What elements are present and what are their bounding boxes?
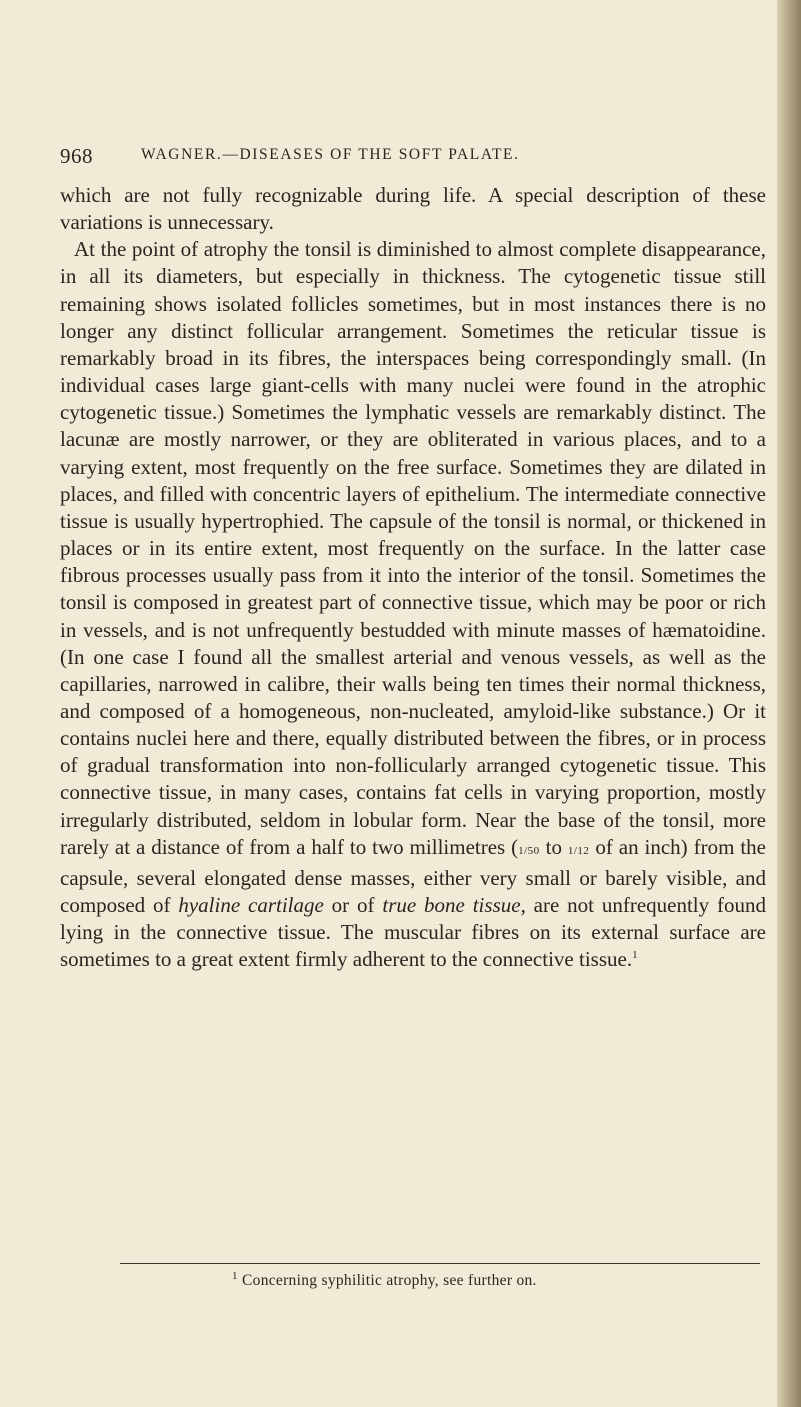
paragraph-2-text-a: At the point of atrophy the tonsil is diminished to almost complete disappearance, in all its diameters, but especially in thickness. The cytogenetic tissue still remaining shows isolated follicles sometimes, but in most instances there is no longer any distinct follicular arrangement. Sometimes the reticular tissue is remarkably broad in its fibres, the interspaces being correspondingly small. (In individual cases large giant-cells with many nuclei were found in the atrophic cytogenetic tissue.) Sometimes the lymphatic vessels are remarkably distinct. The lacunæ are mostly narrower, or they are obliterated in various places, and to a varying extent, most frequently on the free surface. Sometimes they are dilated in places, and filled with concentric layers of epithelium. The intermediate connective tissue is usually hypertrophied. The capsule of the tonsil is normal, or thickened in places or in its entire extent, most frequently on the surface. In the latter case fibrous processes usually pass from it into the interior of the tonsil. Sometimes the tonsil is composed in greatest part of connective tissue, which may be poor or rich in vessels, and is not unfrequently bestudded with minute masses of hæmatoidine. (In one case I found all the smallest arterial and venous vessels, as well as the capillaries, narrowed in calibre, their walls being ten times their normal thickness, and composed of a homogeneous, non-nucleated, amyloid-like substance.) Or it contains nuclei here and there, equally distributed between the fibres, or in process of gradual transformation into non-follicularly arranged cytogenetic tissue. This connective tissue, in many cases, contains fat cells in varying proportion, mostly irregularly distributed, seldom in lobular form. Near the base of the tonsil, more rarely at a distance of from a half to two millimetres (: [60, 237, 766, 859]
paragraph-2-text-e: , are not unfrequently found lying in the connective tissue. The muscular fibres on its external surface are sometimes to a great extent firmly adherent to the connective tissue.: [60, 893, 766, 972]
fraction-two-mm: 1/12: [567, 844, 590, 857]
body-text: [60, 182, 766, 974]
paragraph-2: [60, 236, 766, 973]
footnote-text: Concerning syphilitic atrophy, see further on.: [242, 1272, 537, 1289]
paragraph-1: [60, 182, 766, 236]
running-head: WAGNER.—DISEASES OF THE SOFT PALATE.: [141, 146, 520, 163]
footnote-mark: 1: [232, 1269, 238, 1282]
paragraph-2-text-d: or of: [323, 893, 383, 918]
page-header: [60, 144, 760, 166]
page-number: 968: [60, 144, 93, 168]
paragraph-1-text: which are not fully recognizable during life. A special description of these variations is unnecessary.: [60, 183, 766, 235]
fraction-half-mm: 1/50: [518, 844, 540, 857]
italic-true-bone-tissue: true bone tissue: [382, 893, 521, 918]
footnote-rule: [120, 1263, 760, 1264]
footnote-reference: 1: [632, 949, 638, 962]
page-edge: [777, 0, 801, 1407]
footnote: [232, 1269, 537, 1290]
paragraph-2-text-b: to: [539, 834, 568, 859]
paragraph-2-text-c: of an inch) from the capsule, several elongated dense masses, either very small or barely visible, and composed of: [60, 834, 766, 918]
italic-hyaline-cartilage: hyaline cartilage: [178, 893, 324, 918]
